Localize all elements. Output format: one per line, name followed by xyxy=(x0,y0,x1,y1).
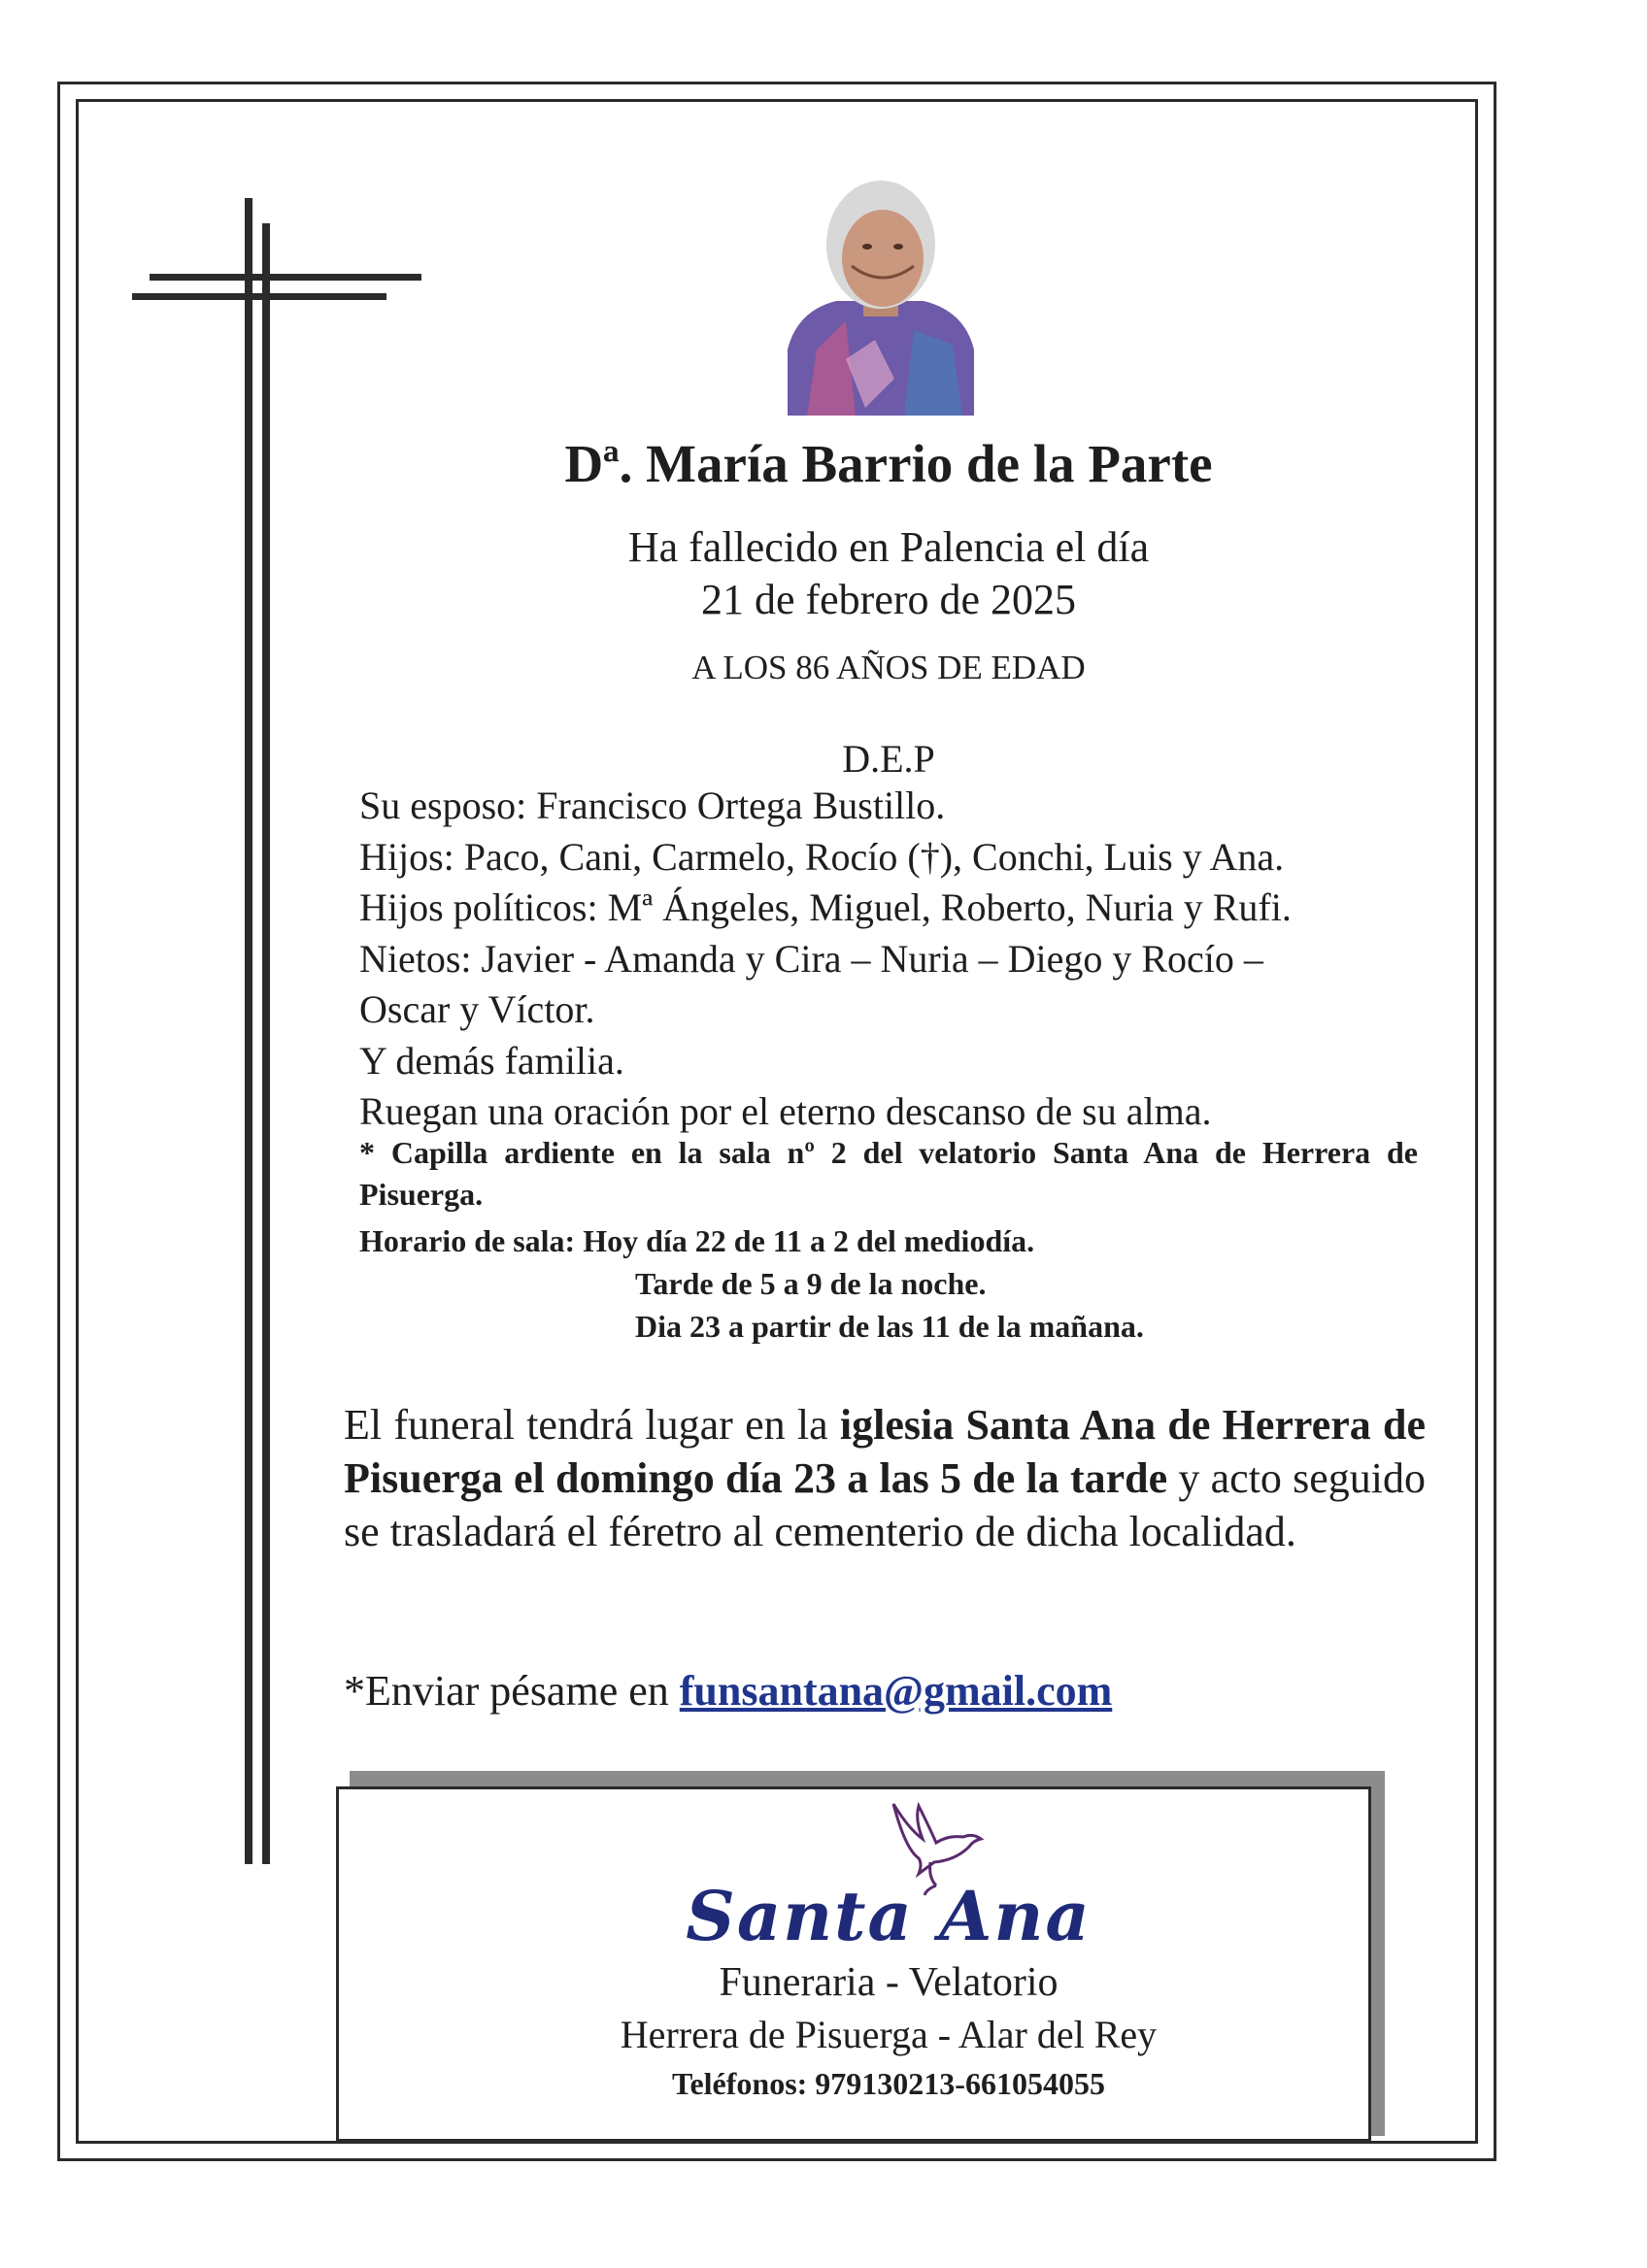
condolences-label: *Enviar pésame en xyxy=(344,1667,680,1715)
funeral-notice xyxy=(344,1398,1426,1558)
family-others: Y demás familia. xyxy=(359,1038,624,1083)
funeral-text-2: y acto seguido se trasladará el féretro al cementerio de dicha localidad. xyxy=(344,1454,1426,1555)
deceased-name: Dª. María Barrio de la Parte xyxy=(564,434,1213,493)
age-at-death: A LOS 86 AÑOS DE EDAD xyxy=(691,649,1086,686)
room-schedule xyxy=(359,1219,1144,1348)
dep-text: D.E.P xyxy=(842,737,935,781)
prayer-request: Ruegan una oración por el eterno descanso de su alma. xyxy=(359,1089,1212,1133)
deceased-photo xyxy=(788,165,974,416)
condolences-line xyxy=(344,1666,1112,1716)
schedule-second: Tarde de 5 a 9 de la noche. xyxy=(635,1266,987,1301)
funeral-home-locations: Herrera de Pisuerga - Alar del Rey xyxy=(620,2013,1158,2056)
funeral-home-subtitle: Funeraria - Velatorio xyxy=(719,1960,1059,2005)
family-grandchildren: Nietos: Javier - Amanda y Cira – Nuria – Diego y Rocío – xyxy=(359,936,1263,981)
family-grandchildren-cont: Oscar y Víctor. xyxy=(359,987,595,1031)
schedule-third: Dia 23 a partir de las 11 de la mañana. xyxy=(635,1309,1144,1344)
family-spouse: Su esposo: Francisco Ortega Bustillo. xyxy=(359,784,946,827)
schedule-label: Horario de sala: xyxy=(359,1223,576,1258)
funeral-home-brand: Santa Ana xyxy=(686,1876,1092,1956)
condolences-email-link[interactable]: funsantana@gmail.com xyxy=(679,1667,1113,1715)
funeral-text-bold: iglesia Santa Ana de Herrera de Pisuerga el domingo día 23 a las 5 de la tarde xyxy=(344,1401,1426,1502)
death-date: 21 de febrero de 2025 xyxy=(700,576,1077,623)
family-list xyxy=(359,781,1447,1138)
chapel-notice: * Capilla ardiente en la sala nº 2 del velatorio Santa Ana de Herrera de Pisuerga. xyxy=(359,1135,1418,1212)
family-children: Hijos: Paco, Cani, Carmelo, Rocío (†), Conchi, Luis y Ana. xyxy=(359,834,1285,879)
death-place: Ha fallecido en Palencia el día xyxy=(627,523,1150,571)
schedule-first: Hoy día 22 de 11 a 2 del mediodía. xyxy=(583,1223,1035,1258)
funeral-home-phones: Teléfonos: 979130213-661054055 xyxy=(672,2066,1105,2101)
funeral-text-1: El funeral tendrá lugar en la xyxy=(344,1401,840,1449)
family-in-laws: Hijos políticos: Mª Ángeles, Miguel, Roberto, Nuria y Rufi. xyxy=(359,885,1292,929)
